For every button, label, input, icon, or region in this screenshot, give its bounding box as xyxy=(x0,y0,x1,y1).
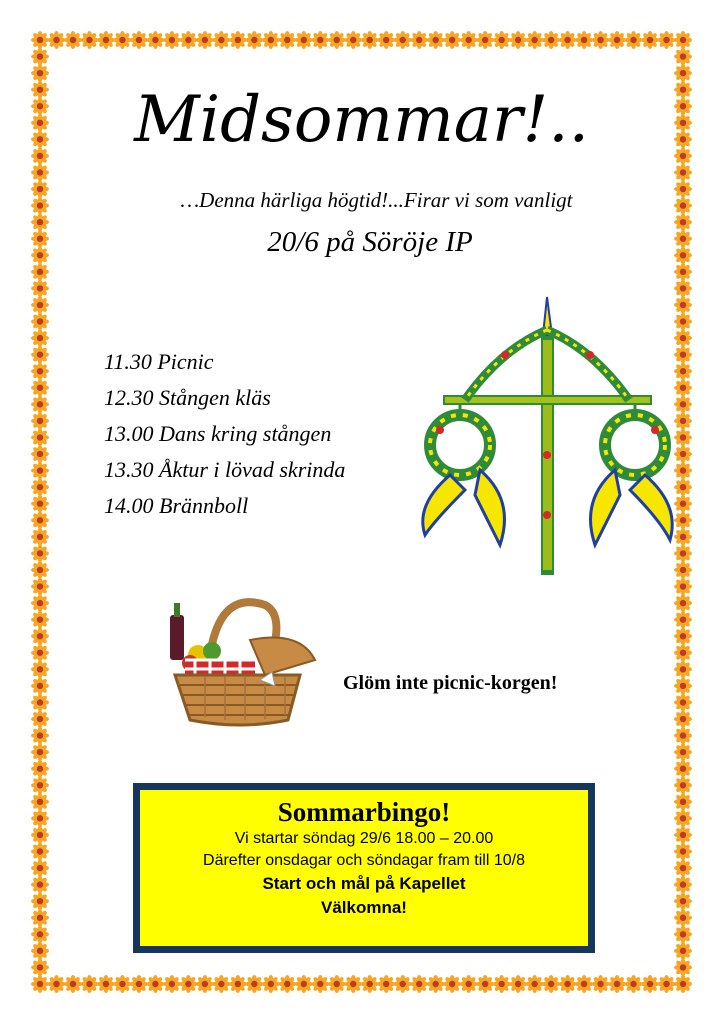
sunflower-icon xyxy=(196,31,214,49)
sunflower-icon xyxy=(674,809,692,827)
sunflower-icon xyxy=(113,31,131,49)
bingo-welcome-line: Välkomna! xyxy=(321,898,407,917)
maypole-icon xyxy=(405,295,690,585)
sunflower-icon xyxy=(674,710,692,728)
sunflower-icon xyxy=(262,975,280,993)
sunflower-icon xyxy=(31,561,49,579)
sunflower-icon xyxy=(97,975,115,993)
sunflower-icon xyxy=(163,31,181,49)
sunflower-icon xyxy=(31,362,49,380)
bingo-title: Sommarbingo! xyxy=(277,797,451,827)
schedule-item: 11.30 Picnic xyxy=(104,349,214,374)
sunflower-icon xyxy=(31,958,49,976)
sunflower-icon xyxy=(328,31,346,49)
sunflower-icon xyxy=(674,843,692,861)
sunflower-icon xyxy=(674,627,692,645)
sunflower-icon xyxy=(31,660,49,678)
sunflower-icon xyxy=(245,975,263,993)
sunflower-icon xyxy=(674,793,692,811)
sunflower-icon xyxy=(608,975,626,993)
sunflower-icon xyxy=(196,975,214,993)
sunflower-icon xyxy=(80,975,98,993)
sunflower-icon xyxy=(592,31,610,49)
sunflower-icon xyxy=(674,693,692,711)
sunflower-icon xyxy=(31,925,49,943)
sunflower-icon xyxy=(295,31,313,49)
sunflower-icon xyxy=(179,31,197,49)
sunflower-icon xyxy=(179,975,197,993)
sunflower-icon xyxy=(31,677,49,695)
sunflower-icon xyxy=(31,495,49,513)
sunflower-icon xyxy=(674,727,692,745)
sunflower-icon xyxy=(509,975,527,993)
sunflower-icon xyxy=(31,544,49,562)
sunflower-icon xyxy=(31,412,49,430)
picnic-basket-icon xyxy=(150,585,325,730)
sunflower-icon xyxy=(212,975,230,993)
sunflower-icon xyxy=(31,296,49,314)
sunflower-icon xyxy=(311,975,329,993)
sunflower-icon xyxy=(476,975,494,993)
sunflower-icon xyxy=(130,975,148,993)
sunflower-icon xyxy=(31,776,49,794)
sunflower-icon xyxy=(674,644,692,662)
sunflower-icon xyxy=(394,975,412,993)
sunflower-icon xyxy=(311,31,329,49)
sunflower-icon xyxy=(31,809,49,827)
sunflower-icon xyxy=(674,876,692,894)
sunflower-icon xyxy=(278,975,296,993)
sunflower-icon xyxy=(31,313,49,331)
sunflower-icon xyxy=(542,31,560,49)
sunflower-icon xyxy=(31,909,49,927)
event-date-location: 20/6 på Söröje IP xyxy=(267,226,473,258)
sunflower-icon xyxy=(31,826,49,844)
sunflower-icon xyxy=(31,346,49,364)
sunflower-icon xyxy=(674,958,692,976)
sunflower-icon xyxy=(674,975,692,993)
sunflower-icon xyxy=(31,611,49,629)
sunflower-icon xyxy=(31,942,49,960)
schedule-item: 13.00 Dans kring stången xyxy=(104,421,332,446)
sunflower-icon xyxy=(443,975,461,993)
sunflower-icon xyxy=(674,743,692,761)
sunflower-icon xyxy=(427,975,445,993)
sunflower-icon xyxy=(674,611,692,629)
sunflower-icon xyxy=(31,511,49,529)
sunflower-icon xyxy=(410,975,428,993)
sunflower-icon xyxy=(64,975,82,993)
sunflower-icon xyxy=(559,975,577,993)
sunflower-icon xyxy=(460,31,478,49)
sunflower-icon xyxy=(460,975,478,993)
sunflower-icon xyxy=(31,279,49,297)
sunflower-icon xyxy=(31,64,49,82)
sunflower-icon xyxy=(674,942,692,960)
sunflower-icon xyxy=(31,710,49,728)
sunflower-icon xyxy=(31,644,49,662)
sunflower-icon xyxy=(328,975,346,993)
sunflower-icon xyxy=(31,428,49,446)
sunflower-icon xyxy=(625,975,643,993)
sunflower-icon xyxy=(608,31,626,49)
sunflower-icon xyxy=(509,31,527,49)
schedule-list xyxy=(104,344,345,524)
sunflower-icon xyxy=(146,31,164,49)
sunflower-icon xyxy=(97,31,115,49)
sunflower-icon xyxy=(31,528,49,546)
sunflower-icon xyxy=(31,578,49,596)
sunflower-icon xyxy=(31,445,49,463)
sunflower-icon xyxy=(31,462,49,480)
sunflower-icon xyxy=(674,31,692,49)
sunflower-icon xyxy=(262,31,280,49)
sunflower-icon xyxy=(31,263,49,281)
bingo-schedule-line: Därefter onsdagar och söndagar fram till 10/8 xyxy=(203,852,525,869)
sunflower-icon xyxy=(130,31,148,49)
sunflower-icon xyxy=(674,660,692,678)
bingo-start-line: Vi startar söndag 29/6 18.00 – 20.00 xyxy=(234,830,494,847)
sunflower-icon xyxy=(641,31,659,49)
poster-subtitle: …Denna härliga högtid!...Firar vi som vanligt xyxy=(180,188,573,212)
sunflower-icon xyxy=(212,31,230,49)
sunflower-icon xyxy=(31,693,49,711)
sunflower-icon xyxy=(47,975,65,993)
sunflower-icon xyxy=(674,163,692,181)
sunflower-icon xyxy=(344,31,362,49)
sunflower-icon xyxy=(31,163,49,181)
sunflower-icon xyxy=(31,793,49,811)
sunflower-icon xyxy=(229,31,247,49)
sunflower-icon xyxy=(641,975,659,993)
sunflower-icon xyxy=(674,760,692,778)
sunflower-icon xyxy=(674,594,692,612)
poster-title: Midsommar!.. xyxy=(134,83,589,157)
sunflower-icon xyxy=(427,31,445,49)
sunflower-icon xyxy=(163,975,181,993)
schedule-item: 12.30 Stången kläs xyxy=(104,385,271,410)
bingo-box xyxy=(133,783,595,953)
sunflower-icon xyxy=(443,31,461,49)
sunflower-icon xyxy=(31,48,49,66)
sunflower-icon xyxy=(31,892,49,910)
sunflower-icon xyxy=(658,31,676,49)
sunflower-icon xyxy=(674,909,692,927)
sunflower-icon xyxy=(64,31,82,49)
sunflower-icon xyxy=(625,31,643,49)
sunflower-icon xyxy=(674,64,692,82)
sunflower-icon xyxy=(674,925,692,943)
sunflower-icon xyxy=(674,892,692,910)
sunflower-icon xyxy=(80,31,98,49)
sunflower-icon xyxy=(575,31,593,49)
sunflower-icon xyxy=(229,975,247,993)
schedule-item: 14.00 Brännboll xyxy=(104,493,249,518)
sunflower-icon xyxy=(377,31,395,49)
sunflower-icon xyxy=(559,31,577,49)
sunflower-icon xyxy=(674,776,692,794)
sunflower-icon xyxy=(361,975,379,993)
sunflower-icon xyxy=(493,31,511,49)
sunflower-icon xyxy=(31,594,49,612)
schedule-item: 13.30 Åktur i lövad skrinda xyxy=(104,457,346,482)
sunflower-icon xyxy=(31,743,49,761)
sunflower-icon xyxy=(47,31,65,49)
sunflower-icon xyxy=(674,859,692,877)
sunflower-icon xyxy=(526,975,544,993)
sunflower-icon xyxy=(674,263,692,281)
picnic-reminder: Glöm inte picnic-korgen! xyxy=(343,672,558,694)
sunflower-icon xyxy=(542,975,560,993)
sunflower-icon xyxy=(278,31,296,49)
sunflower-icon xyxy=(31,876,49,894)
sunflower-icon xyxy=(31,478,49,496)
sunflower-icon xyxy=(476,31,494,49)
sunflower-icon xyxy=(31,727,49,745)
sunflower-icon xyxy=(113,975,131,993)
sunflower-icon xyxy=(592,975,610,993)
sunflower-icon xyxy=(31,975,49,993)
sunflower-icon xyxy=(31,31,49,49)
sunflower-icon xyxy=(31,329,49,347)
sunflower-icon xyxy=(31,843,49,861)
sunflower-icon xyxy=(658,975,676,993)
sunflower-icon xyxy=(674,48,692,66)
sunflower-icon xyxy=(31,379,49,397)
sunflower-icon xyxy=(295,975,313,993)
sunflower-icon xyxy=(526,31,544,49)
sunflower-icon xyxy=(245,31,263,49)
sunflower-icon xyxy=(31,859,49,877)
sunflower-icon xyxy=(31,395,49,413)
sunflower-icon xyxy=(674,677,692,695)
sunflower-icon xyxy=(575,975,593,993)
sunflower-icon xyxy=(410,31,428,49)
sunflower-icon xyxy=(31,760,49,778)
sunflower-icon xyxy=(344,975,362,993)
sunflower-icon xyxy=(377,975,395,993)
sunflower-icon xyxy=(361,31,379,49)
sunflower-icon xyxy=(493,975,511,993)
sunflower-icon xyxy=(146,975,164,993)
bingo-location-line: Start och mål på Kapellet xyxy=(262,874,466,893)
sunflower-icon xyxy=(31,627,49,645)
sunflower-icon xyxy=(674,826,692,844)
sunflower-icon xyxy=(394,31,412,49)
